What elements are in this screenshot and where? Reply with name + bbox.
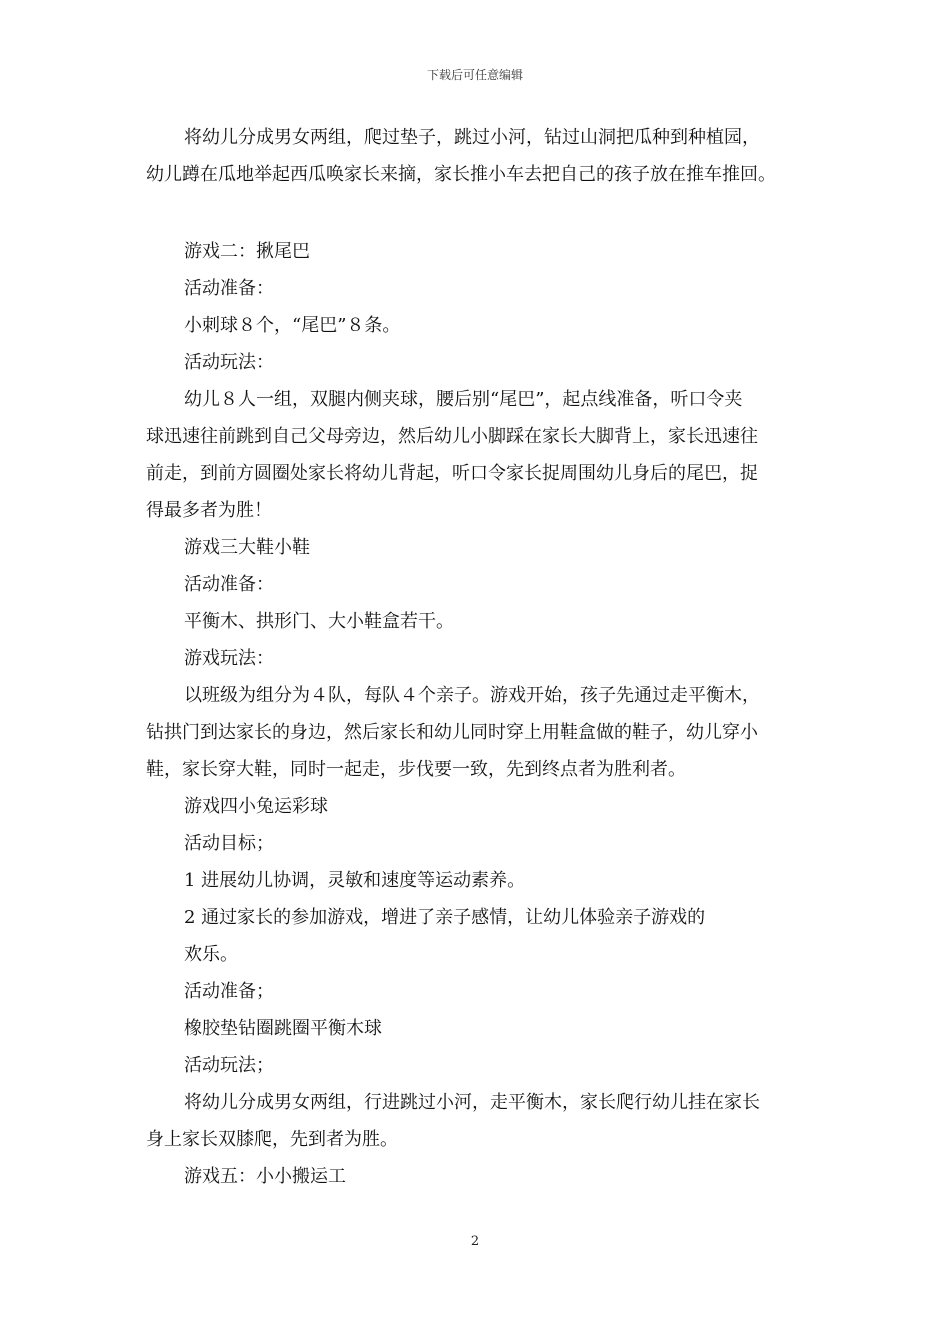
paragraph-line: 以班级为组分为４队，每队４个亲子。游戏开始，孩子先通过走平衡木， <box>184 685 760 706</box>
paragraph-line: 将幼儿分成男女两组，爬过垫子，跳过小河，钻过山洞把瓜种到种植园， <box>184 127 760 148</box>
section-heading: 游戏五：小小搬运工 <box>184 1166 346 1187</box>
paragraph-line: 得最多者为胜！ <box>146 500 272 521</box>
subheading: 活动目标； <box>184 833 274 854</box>
paragraph-line: 2 通过家长的参加游戏，增进了亲子感情，让幼儿体验亲子游戏的 <box>184 907 706 928</box>
paragraph-line: 欢乐。 <box>184 944 238 965</box>
paragraph-line: 幼儿蹲在瓜地举起西瓜唤家长来摘，家长推小车去把自己的孩子放在推车推回。 <box>146 164 776 185</box>
paragraph-line: 小刺球８个，“尾巴”８条。 <box>184 315 401 336</box>
section-heading: 游戏三大鞋小鞋 <box>184 537 310 558</box>
subheading: 活动准备： <box>184 278 274 299</box>
paragraph-line: 将幼儿分成男女两组，行进跳过小河，走平衡木，家长爬行幼儿挂在家长 <box>184 1092 760 1113</box>
page-number: 2 <box>470 1234 480 1249</box>
paragraph-line: 1 进展幼儿协调，灵敏和速度等运动素养。 <box>184 870 526 891</box>
section-heading: 游戏二：揪尾巴 <box>184 241 310 262</box>
paragraph-line: 平衡木、拱形门、大小鞋盒若干。 <box>184 611 454 632</box>
subheading: 活动准备： <box>184 574 274 595</box>
paragraph-line: 幼儿８人一组，双腿内侧夹球，腰后别“尾巴”，起点线准备，听口令夹 <box>184 389 743 410</box>
paragraph-line: 球迅速往前跳到自己父母旁边，然后幼儿小脚踩在家长大脚背上，家长迅速往 <box>146 426 758 447</box>
paragraph-line: 橡胶垫钻圈跳圈平衡木球 <box>184 1018 382 1039</box>
document-body <box>146 124 818 1200</box>
subheading: 游戏玩法： <box>184 648 274 669</box>
section-heading: 游戏四小兔运彩球 <box>184 796 328 817</box>
paragraph-line: 身上家长双膝爬，先到者为胜。 <box>146 1129 398 1150</box>
paragraph-line: 前走，到前方圆圈处家长将幼儿背起，听口令家长捉周围幼儿身后的尾巴，捉 <box>146 463 758 484</box>
subheading: 活动玩法； <box>184 1055 274 1076</box>
paragraph-line: 钻拱门到达家长的身边，然后家长和幼儿同时穿上用鞋盒做的鞋子，幼儿穿小 <box>146 722 758 743</box>
page-header: 下载后可任意编辑 <box>426 68 523 82</box>
paragraph-line: 鞋，家长穿大鞋，同时一起走，步伐要一致，先到终点者为胜利者。 <box>146 759 686 780</box>
subheading: 活动准备； <box>184 981 274 1002</box>
subheading: 活动玩法： <box>184 352 274 373</box>
